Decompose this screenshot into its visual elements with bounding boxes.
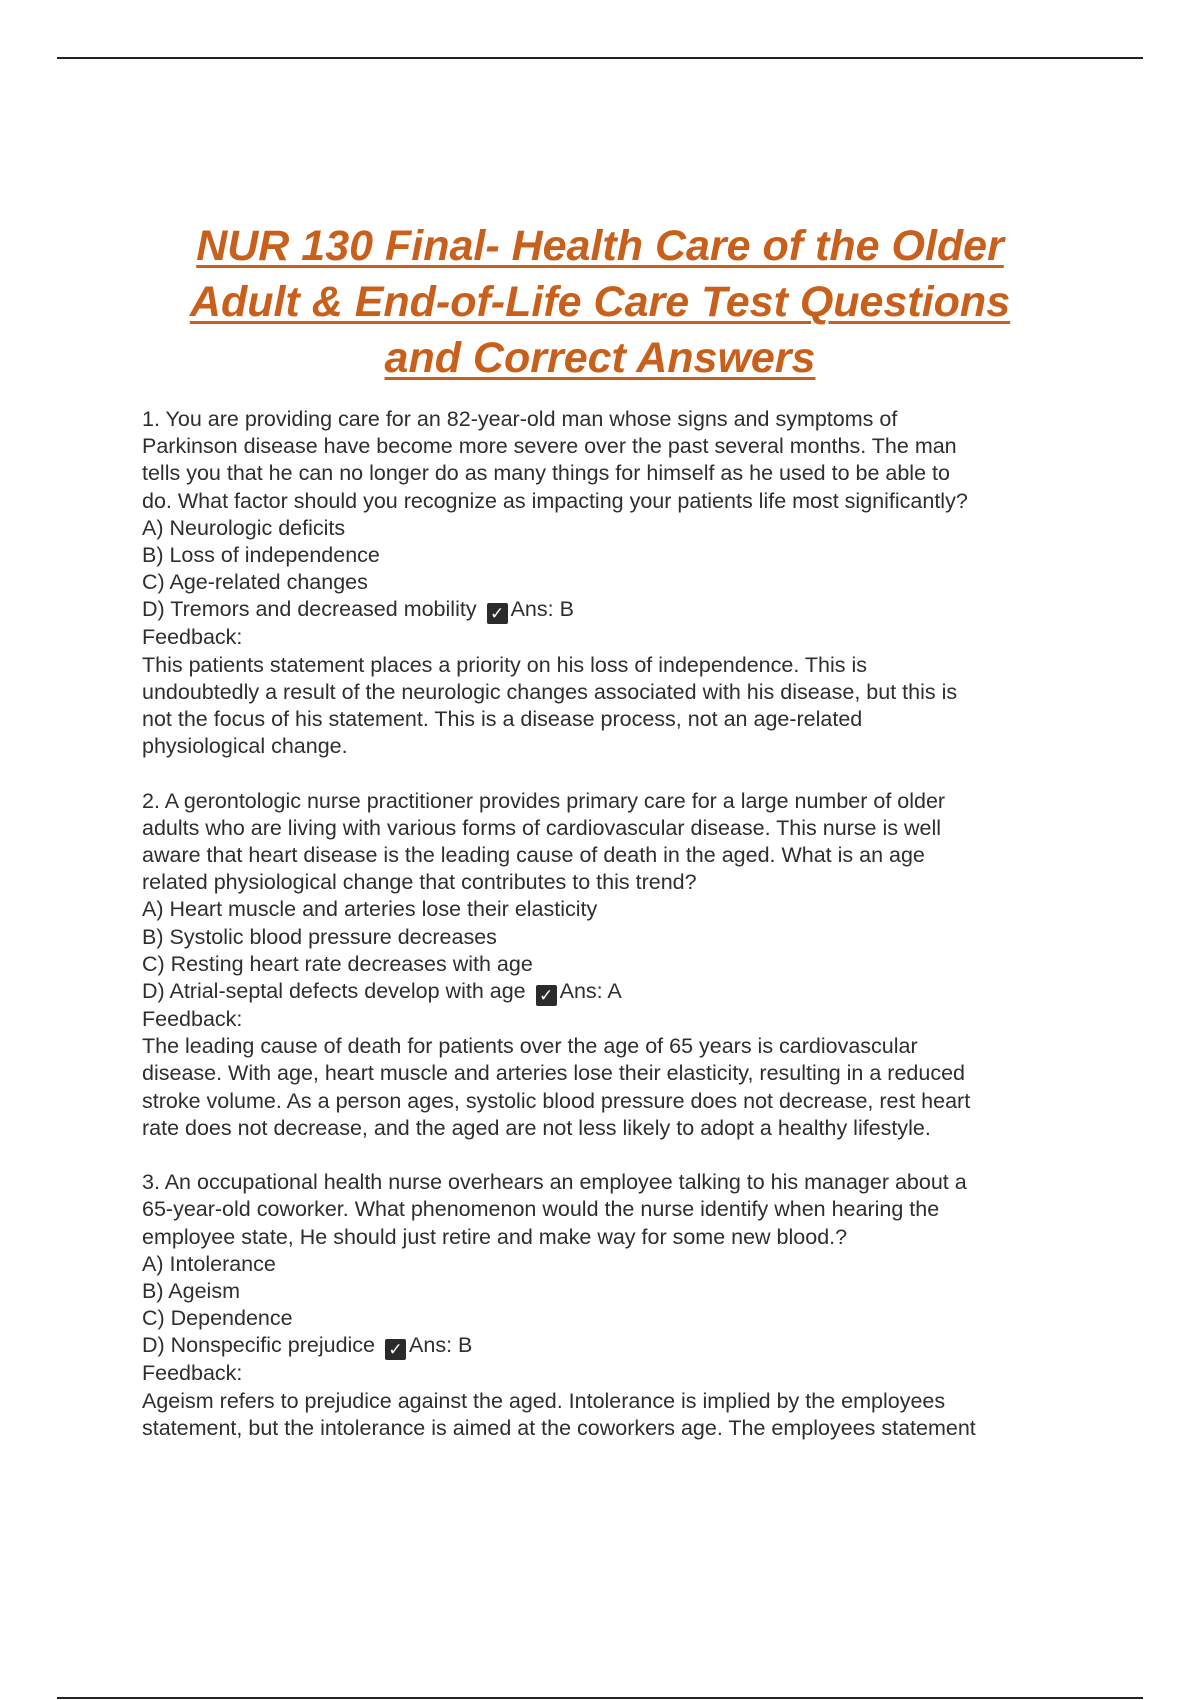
feedback-label: Feedback: [142,1007,243,1032]
option-c: C) Resting heart rate decreases with age [142,951,533,976]
option-b: B) Systolic blood pressure decreases [142,924,497,949]
feedback-text: not the focus of his statement. This is a disease process, not an age-related [142,707,863,732]
title-line: NUR 130 Final- Health Care of the Older [196,222,1004,270]
check-box-icon: ✓ [385,1339,406,1360]
question-text: do. What factor should you recognize as impacting your patients life most significantly? [142,488,968,513]
check-box-icon: ✓ [487,603,508,624]
bottom-rule [57,1697,1143,1699]
feedback-text: undoubtedly a result of the neurologic changes associated with his disease, but this is [142,679,958,704]
question-3 [142,1169,1082,1442]
feedback-text: physiological change. [142,734,348,759]
question-text: related physiological change that contributes to this trend? [142,870,697,895]
answer-label: Ans: A [559,979,622,1004]
document-body [142,406,1082,1469]
feedback-text: disease. With age, heart muscle and arteries lose their elasticity, resulting in a reduced [142,1061,965,1086]
question-text: aware that heart disease is the leading cause of death in the aged. What is an age [142,843,925,868]
option-b: B) Loss of independence [142,543,380,568]
feedback-text: This patients statement places a priority on his loss of independence. This is [142,652,868,677]
option-d: D) Atrial-septal defects develop with age [142,979,526,1004]
title-line: Adult & End-of-Life Care Test Questions [189,278,1011,326]
option-d: D) Tremors and decreased mobility [142,597,477,622]
option-a: A) Intolerance [142,1251,276,1276]
option-d-with-answer [142,1332,1082,1360]
question-text: 3. An occupational health nurse overhears an employee talking to his manager about a [142,1170,967,1195]
question-text: 1. You are providing care for an 82-year-old man whose signs and symptoms of [142,407,898,431]
option-d: D) Nonspecific prejudice [142,1333,376,1358]
feedback-label: Feedback: [142,1361,243,1386]
title-line: and Correct Answers [384,334,816,382]
question-text: 65-year-old coworker. What phenomenon would the nurse identify when hearing the [142,1197,940,1222]
feedback-text: Ageism refers to prejudice against the aged. Intolerance is implied by the employees [142,1388,946,1413]
feedback-text: The leading cause of death for patients over the age of 65 years is cardiovascular [142,1034,918,1059]
feedback-text: stroke volume. As a person ages, systolic blood pressure does not decrease, rest heart [142,1088,971,1113]
option-a: A) Heart muscle and arteries lose their elasticity [142,897,598,922]
question-2 [142,788,1082,1142]
document-title [120,218,1080,386]
feedback-text: statement, but the intolerance is aimed at the coworkers age. The employees statement [142,1415,976,1440]
question-text: tells you that he can no longer do as many things for himself as he used to be able to [142,461,950,486]
option-d-with-answer [142,978,1082,1006]
option-c: C) Age-related changes [142,570,368,595]
option-d-with-answer [142,596,1082,624]
question-1 [142,406,1082,760]
question-text: 2. A gerontologic nurse practitioner provides primary care for a large number of older [142,788,946,813]
question-text: Parkinson disease have become more severe over the past several months. The man [142,434,957,459]
top-rule [57,57,1143,59]
question-text: employee state, He should just retire and make way for some new blood.? [142,1224,848,1249]
check-box-icon: ✓ [536,985,557,1006]
option-c: C) Dependence [142,1306,293,1331]
option-a: A) Neurologic deficits [142,515,346,540]
feedback-label: Feedback: [142,625,243,650]
answer-label: Ans: B [510,597,574,622]
option-b: B) Ageism [142,1279,240,1304]
question-text: adults who are living with various forms of cardiovascular disease. This nurse is well [142,815,942,840]
feedback-text: rate does not decrease, and the aged are not less likely to adopt a healthy lifestyle. [142,1115,931,1140]
answer-label: Ans: B [409,1333,473,1358]
